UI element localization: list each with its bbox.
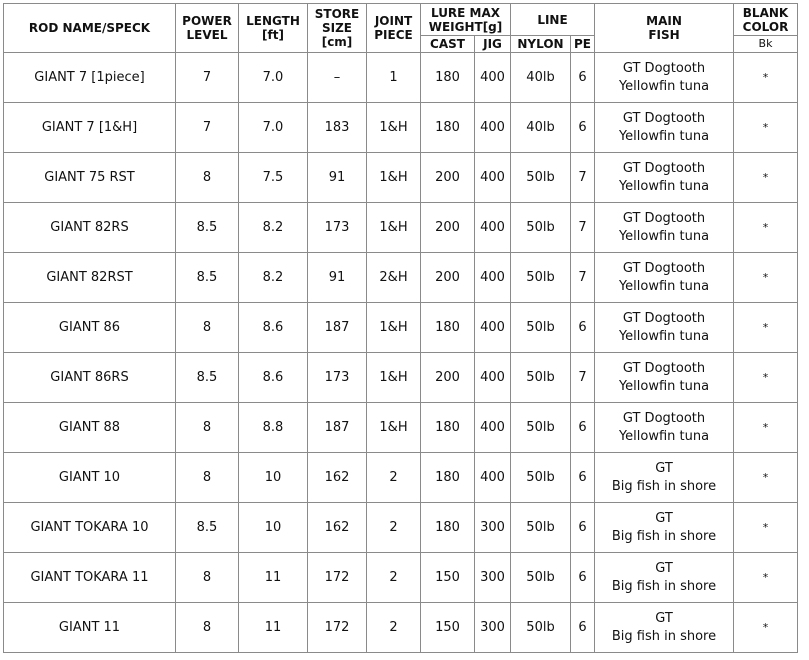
main-fish-cell (595, 353, 734, 403)
power-level-cell: 8 (176, 453, 239, 503)
header-bk: Bk (734, 36, 798, 53)
blank-color-bk-cell: * (734, 553, 798, 603)
power-level-cell: 8.5 (176, 503, 239, 553)
jig-weight-cell: 400 (475, 103, 511, 153)
store-size-cell: 91 (308, 153, 367, 203)
header-line: LINE (511, 4, 595, 36)
main-fish-line1: GT Dogtooth (622, 160, 706, 176)
jig-weight-cell: 400 (475, 53, 511, 103)
blank-color-bk-cell: * (734, 303, 798, 353)
rod-name-cell: GIANT 82RS (4, 203, 176, 253)
joint-piece-cell: 1&H (367, 353, 421, 403)
length-cell: 8.6 (239, 353, 308, 403)
header-main-fish-line2: FISH (648, 28, 680, 42)
blank-color-bk-cell: * (734, 103, 798, 153)
header-length (239, 4, 308, 53)
rod-name-cell: GIANT 82RST (4, 253, 176, 303)
main-fish-line2: Yellowfin tuna (618, 378, 710, 394)
rod-name-cell: GIANT 7 [1&H] (4, 103, 176, 153)
blank-color-bk-cell: * (734, 53, 798, 103)
header-cast: CAST (421, 36, 475, 53)
table-row (4, 203, 798, 253)
main-fish-cell (595, 453, 734, 503)
joint-piece-cell: 2 (367, 603, 421, 653)
table-row (4, 153, 798, 203)
store-size-cell: 91 (308, 253, 367, 303)
main-fish-line1: GT Dogtooth (622, 360, 706, 376)
main-fish-cell (595, 503, 734, 553)
main-fish-line1: GT (655, 560, 673, 576)
table-row (4, 553, 798, 603)
length-cell: 10 (239, 453, 308, 503)
power-level-cell: 8 (176, 553, 239, 603)
nylon-line-cell: 40lb (511, 103, 571, 153)
rod-name-cell: GIANT 86RS (4, 353, 176, 403)
main-fish-cell (595, 103, 734, 153)
power-level-cell: 7 (176, 53, 239, 103)
length-cell: 7.0 (239, 103, 308, 153)
joint-piece-cell: 2 (367, 453, 421, 503)
blank-color-bk-cell: * (734, 453, 798, 503)
main-fish-line1: GT Dogtooth (622, 260, 706, 276)
main-fish-line2: Yellowfin tuna (618, 278, 710, 294)
jig-weight-cell: 300 (475, 553, 511, 603)
pe-line-cell: 7 (571, 253, 595, 303)
rod-name-cell: GIANT 7 [1piece] (4, 53, 176, 103)
header-power-level-line2: LEVEL (186, 28, 228, 42)
spec-table-body (4, 53, 798, 653)
header-store-size-line1: STORE (314, 7, 360, 21)
header-lure-max-line1: LURE MAX (430, 5, 501, 20)
pe-line-cell: 6 (571, 103, 595, 153)
main-fish-line1: GT Dogtooth (622, 210, 706, 226)
rod-name-cell: GIANT 75 RST (4, 153, 176, 203)
jig-weight-cell: 300 (475, 603, 511, 653)
main-fish-line2: Yellowfin tuna (618, 78, 710, 94)
store-size-cell: 183 (308, 103, 367, 153)
store-size-cell: 173 (308, 203, 367, 253)
length-cell: 7.0 (239, 53, 308, 103)
blank-color-bk-cell: * (734, 603, 798, 653)
header-blank-color-line1: BLANK (742, 5, 789, 20)
main-fish-cell (595, 153, 734, 203)
header-rod-name: ROD NAME/SPECK (4, 4, 176, 53)
length-cell: 8.2 (239, 203, 308, 253)
store-size-cell: 173 (308, 353, 367, 403)
header-store-size (308, 4, 367, 53)
joint-piece-cell: 1&H (367, 103, 421, 153)
header-row-top (4, 4, 798, 36)
cast-weight-cell: 180 (421, 503, 475, 553)
blank-color-bk-cell: * (734, 403, 798, 453)
pe-line-cell: 6 (571, 603, 595, 653)
power-level-cell: 8.5 (176, 253, 239, 303)
joint-piece-cell: 1&H (367, 153, 421, 203)
header-store-size-line3: [cm] (321, 35, 353, 49)
jig-weight-cell: 400 (475, 353, 511, 403)
joint-piece-cell: 2 (367, 503, 421, 553)
rod-name-cell: GIANT 88 (4, 403, 176, 453)
jig-weight-cell: 400 (475, 153, 511, 203)
header-length-line1: LENGTH (246, 14, 300, 28)
cast-weight-cell: 180 (421, 403, 475, 453)
pe-line-cell: 6 (571, 303, 595, 353)
power-level-cell: 8.5 (176, 353, 239, 403)
store-size-cell: 172 (308, 603, 367, 653)
main-fish-cell (595, 203, 734, 253)
main-fish-line1: GT (655, 460, 673, 476)
table-row (4, 353, 798, 403)
jig-weight-cell: 400 (475, 403, 511, 453)
blank-color-bk-cell: * (734, 253, 798, 303)
cast-weight-cell: 180 (421, 53, 475, 103)
store-size-cell: 162 (308, 503, 367, 553)
pe-line-cell: 6 (571, 553, 595, 603)
jig-weight-cell: 400 (475, 303, 511, 353)
store-size-cell: 187 (308, 303, 367, 353)
main-fish-cell (595, 403, 734, 453)
rod-name-cell: GIANT TOKARA 10 (4, 503, 176, 553)
table-row (4, 403, 798, 453)
cast-weight-cell: 200 (421, 253, 475, 303)
cast-weight-cell: 180 (421, 303, 475, 353)
header-joint-piece (367, 4, 421, 53)
header-blank-color (734, 4, 798, 36)
header-store-size-line2: SIZE (321, 21, 352, 35)
nylon-line-cell: 50lb (511, 453, 571, 503)
power-level-cell: 8 (176, 603, 239, 653)
main-fish-line1: GT Dogtooth (622, 110, 706, 126)
pe-line-cell: 6 (571, 53, 595, 103)
nylon-line-cell: 50lb (511, 603, 571, 653)
main-fish-cell (595, 53, 734, 103)
cast-weight-cell: 200 (421, 353, 475, 403)
main-fish-line2: Big fish in shore (611, 578, 717, 594)
length-cell: 7.5 (239, 153, 308, 203)
store-size-cell: 172 (308, 553, 367, 603)
store-size-cell: – (308, 53, 367, 103)
table-row (4, 503, 798, 553)
nylon-line-cell: 50lb (511, 403, 571, 453)
blank-color-bk-cell: * (734, 203, 798, 253)
table-row (4, 253, 798, 303)
cast-weight-cell: 200 (421, 153, 475, 203)
power-level-cell: 8 (176, 303, 239, 353)
rod-spec-table (3, 3, 798, 653)
table-row (4, 453, 798, 503)
main-fish-line2: Big fish in shore (611, 478, 717, 494)
rod-name-cell: GIANT 86 (4, 303, 176, 353)
header-length-line2: [ft] (262, 28, 284, 42)
header-joint-piece-line1: JOINT (374, 14, 413, 28)
main-fish-cell (595, 303, 734, 353)
main-fish-line1: GT Dogtooth (622, 60, 706, 76)
table-row (4, 603, 798, 653)
main-fish-cell (595, 603, 734, 653)
header-blank-color-line2: COLOR (742, 19, 789, 34)
jig-weight-cell: 400 (475, 453, 511, 503)
length-cell: 8.6 (239, 303, 308, 353)
main-fish-line2: Yellowfin tuna (618, 128, 710, 144)
length-cell: 10 (239, 503, 308, 553)
header-nylon: NYLON (511, 36, 571, 53)
blank-color-bk-cell: * (734, 153, 798, 203)
main-fish-line1: GT (655, 610, 673, 626)
joint-piece-cell: 2 (367, 553, 421, 603)
length-cell: 11 (239, 603, 308, 653)
rod-name-cell: GIANT 10 (4, 453, 176, 503)
nylon-line-cell: 40lb (511, 53, 571, 103)
main-fish-line2: Big fish in shore (611, 528, 717, 544)
main-fish-line1: GT Dogtooth (622, 410, 706, 426)
main-fish-line2: Yellowfin tuna (618, 428, 710, 444)
cast-weight-cell: 180 (421, 103, 475, 153)
nylon-line-cell: 50lb (511, 303, 571, 353)
joint-piece-cell: 1&H (367, 403, 421, 453)
power-level-cell: 8 (176, 403, 239, 453)
length-cell: 8.8 (239, 403, 308, 453)
nylon-line-cell: 50lb (511, 553, 571, 603)
table-row (4, 53, 798, 103)
nylon-line-cell: 50lb (511, 353, 571, 403)
length-cell: 11 (239, 553, 308, 603)
pe-line-cell: 6 (571, 453, 595, 503)
main-fish-line1: GT Dogtooth (622, 310, 706, 326)
header-power-level (176, 4, 239, 53)
header-power-level-line1: POWER (182, 14, 232, 28)
blank-color-bk-cell: * (734, 503, 798, 553)
header-lure-max-line2: WEIGHT[g] (428, 19, 503, 34)
rod-name-cell: GIANT TOKARA 11 (4, 553, 176, 603)
nylon-line-cell: 50lb (511, 503, 571, 553)
main-fish-cell (595, 253, 734, 303)
nylon-line-cell: 50lb (511, 203, 571, 253)
nylon-line-cell: 50lb (511, 153, 571, 203)
pe-line-cell: 7 (571, 353, 595, 403)
cast-weight-cell: 200 (421, 203, 475, 253)
pe-line-cell: 6 (571, 403, 595, 453)
jig-weight-cell: 400 (475, 253, 511, 303)
main-fish-line1: GT (655, 510, 673, 526)
length-cell: 8.2 (239, 253, 308, 303)
cast-weight-cell: 150 (421, 553, 475, 603)
joint-piece-cell: 1&H (367, 203, 421, 253)
store-size-cell: 187 (308, 403, 367, 453)
joint-piece-cell: 2&H (367, 253, 421, 303)
header-lure-max-weight (421, 4, 511, 36)
main-fish-line2: Yellowfin tuna (618, 178, 710, 194)
power-level-cell: 7 (176, 103, 239, 153)
cast-weight-cell: 150 (421, 603, 475, 653)
main-fish-line2: Big fish in shore (611, 628, 717, 644)
main-fish-line2: Yellowfin tuna (618, 228, 710, 244)
joint-piece-cell: 1 (367, 53, 421, 103)
table-row (4, 303, 798, 353)
power-level-cell: 8 (176, 153, 239, 203)
jig-weight-cell: 300 (475, 503, 511, 553)
cast-weight-cell: 180 (421, 453, 475, 503)
blank-color-bk-cell: * (734, 353, 798, 403)
header-main-fish (595, 4, 734, 53)
header-pe: PE (571, 36, 595, 53)
store-size-cell: 162 (308, 453, 367, 503)
pe-line-cell: 6 (571, 503, 595, 553)
pe-line-cell: 7 (571, 153, 595, 203)
table-row (4, 103, 798, 153)
main-fish-line2: Yellowfin tuna (618, 328, 710, 344)
header-joint-piece-line2: PIECE (374, 28, 413, 42)
nylon-line-cell: 50lb (511, 253, 571, 303)
power-level-cell: 8.5 (176, 203, 239, 253)
main-fish-cell (595, 553, 734, 603)
joint-piece-cell: 1&H (367, 303, 421, 353)
jig-weight-cell: 400 (475, 203, 511, 253)
rod-name-cell: GIANT 11 (4, 603, 176, 653)
header-main-fish-line1: MAIN (646, 14, 682, 28)
pe-line-cell: 7 (571, 203, 595, 253)
header-jig: JIG (475, 36, 511, 53)
